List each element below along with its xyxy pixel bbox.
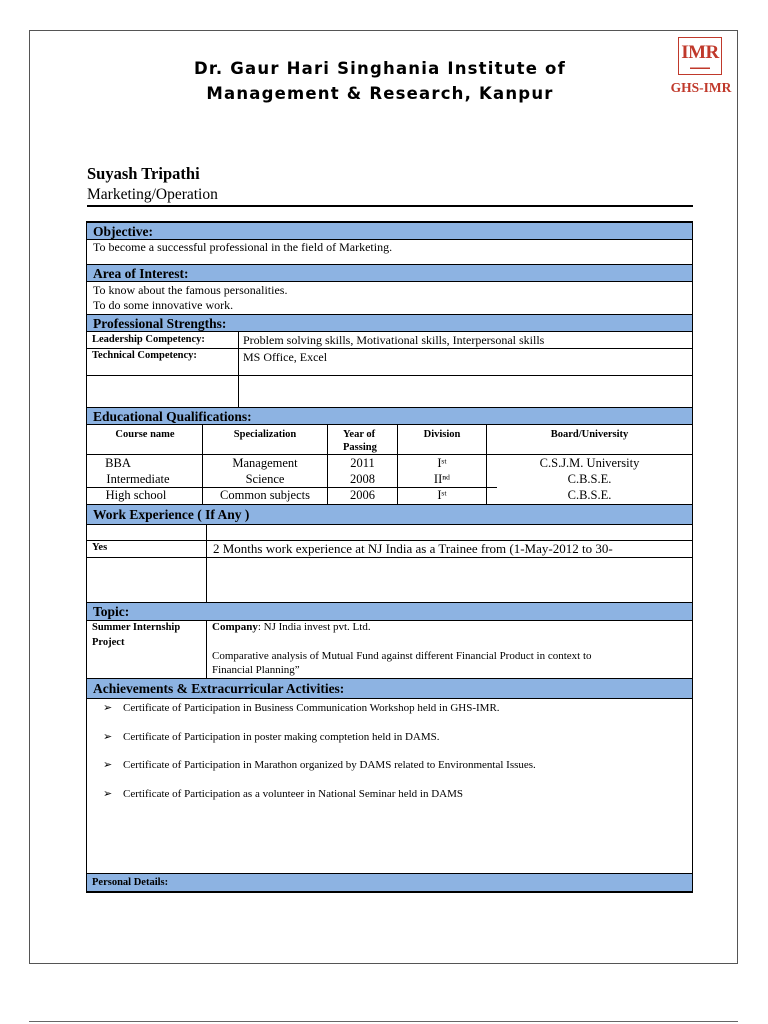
- bullet-arrow-icon: ➢: [103, 788, 113, 800]
- edu-row-3-division: Iˢᵗ: [437, 488, 447, 502]
- achievement-item-1: ➢ Certificate of Participation in Business Communication Workshop held in GHS-IMR.: [103, 702, 500, 714]
- candidate-role: Marketing/Operation: [87, 186, 218, 203]
- strengths-row-line-2: [87, 375, 692, 376]
- interest-header: Area of Interest:: [87, 264, 692, 282]
- leadership-label: Leadership Competency:: [92, 334, 205, 345]
- institute-title-line2: Management & Research, Kanpur: [206, 84, 554, 103]
- edu-row-1-course: BBA: [105, 456, 131, 470]
- edu-col-board: Board/University: [550, 429, 629, 440]
- bullet-arrow-icon: ➢: [103, 702, 113, 714]
- company-label: Company: [212, 621, 258, 633]
- leadership-value: Problem solving skills, Motivational skills, Interpersonal skills: [243, 333, 545, 347]
- institute-title: [130, 56, 630, 106]
- topic-company: [212, 621, 371, 633]
- topic-header: Topic:: [87, 602, 692, 621]
- strengths-header: Professional Strengths:: [87, 314, 692, 332]
- edu-row-3-course: High school: [105, 488, 167, 502]
- logo-mark: IMR: [681, 42, 719, 63]
- logo-text: GHS-IMR: [670, 80, 732, 95]
- page-bottom-rule: [29, 1021, 738, 1022]
- work-header: Work Experience ( If Any ): [87, 504, 692, 525]
- topic-desc-line-1: Comparative analysis of Mutual Fund against different Financial Product in context to: [212, 650, 592, 662]
- strengths-row-line-1: [87, 348, 692, 349]
- work-col-divider: [206, 525, 207, 602]
- candidate-name: Suyash Tripathi: [87, 164, 200, 183]
- edu-row-2-specialization: Science: [245, 472, 285, 486]
- institute-title-line1: Dr. Gaur Hari Singhania Institute of: [194, 59, 566, 78]
- edu-row-2-division: IIⁿᵈ: [433, 472, 451, 486]
- bullet-arrow-icon: ➢: [103, 731, 113, 743]
- interest-line-2: To do some innovative work.: [93, 298, 234, 312]
- edu-row-3-board: C.B.S.E.: [567, 488, 612, 502]
- interest-line-1: To know about the famous personalities.: [93, 283, 288, 297]
- strengths-col-divider: [238, 332, 239, 407]
- edu-col-specialization: Specialization: [233, 429, 297, 440]
- education-header: Educational Qualifications:: [87, 407, 692, 425]
- edu-row-1-year: 2011: [350, 456, 375, 470]
- edu-row-3-specialization: Common subjects: [220, 488, 310, 502]
- edu-col-line-1: [202, 425, 203, 505]
- edu-row-1-specialization: Management: [232, 456, 298, 470]
- achievements-header: Achievements & Extracurricular Activities:: [87, 678, 692, 699]
- edu-row-2-year: 2008: [350, 472, 375, 486]
- work-label: Yes: [92, 542, 108, 553]
- work-text: 2 Months work experience at NJ India as a Trainee from (1-May-2012 to 30-: [213, 541, 613, 556]
- edu-row-2-board: C.B.S.E.: [567, 472, 612, 486]
- achievement-item-3: ➢ Certificate of Participation in Marathon organized by DAMS related to Environmental Issues.: [103, 759, 536, 771]
- edu-row-1-division: Iˢᵗ: [437, 456, 447, 470]
- edu-row-1-board: C.S.J.M. University: [539, 456, 640, 470]
- achievement-item-2: ➢ Certificate of Participation in poster making comptetion held in DAMS.: [103, 731, 440, 743]
- institute-logo: [663, 35, 739, 97]
- edu-col-course: Course name: [115, 429, 175, 440]
- edu-col-line-4: [486, 425, 487, 505]
- topic-label-line-2: Project: [92, 637, 125, 648]
- objective-text: To become a successful professional in the field of Marketing.: [93, 240, 393, 254]
- personal-details-header: Personal Details:: [87, 873, 692, 892]
- technical-value: MS Office, Excel: [243, 350, 328, 364]
- edu-row-2-course: Intermediate: [106, 472, 170, 486]
- topic-desc-line-2: Financial Planning”: [212, 664, 300, 676]
- work-row-line-2: [87, 557, 692, 558]
- bullet-arrow-icon: ➢: [103, 759, 113, 771]
- company-value: : NJ India invest pvt. Ltd.: [257, 621, 371, 633]
- edu-row-3-year: 2006: [350, 488, 375, 502]
- edu-col-line-3: [397, 425, 398, 505]
- topic-col-divider: [206, 621, 207, 679]
- technical-label: Technical Competency:: [92, 350, 197, 361]
- logo-tagline-graphic: ▬▬▬▬: [690, 66, 710, 71]
- edu-col-line-2: [327, 425, 328, 505]
- achievement-item-4: ➢ Certificate of Participation as a volunteer in National Seminar held in DAMS: [103, 788, 463, 800]
- logo-emblem: [678, 37, 722, 75]
- objective-header: Objective:: [87, 222, 692, 240]
- name-divider: [87, 205, 693, 207]
- edu-col-year: Year of Passing: [343, 429, 377, 453]
- edu-header-line: [87, 454, 692, 455]
- edu-col-division: Division: [423, 429, 461, 440]
- topic-label-line-1: Summer Internship: [92, 622, 181, 633]
